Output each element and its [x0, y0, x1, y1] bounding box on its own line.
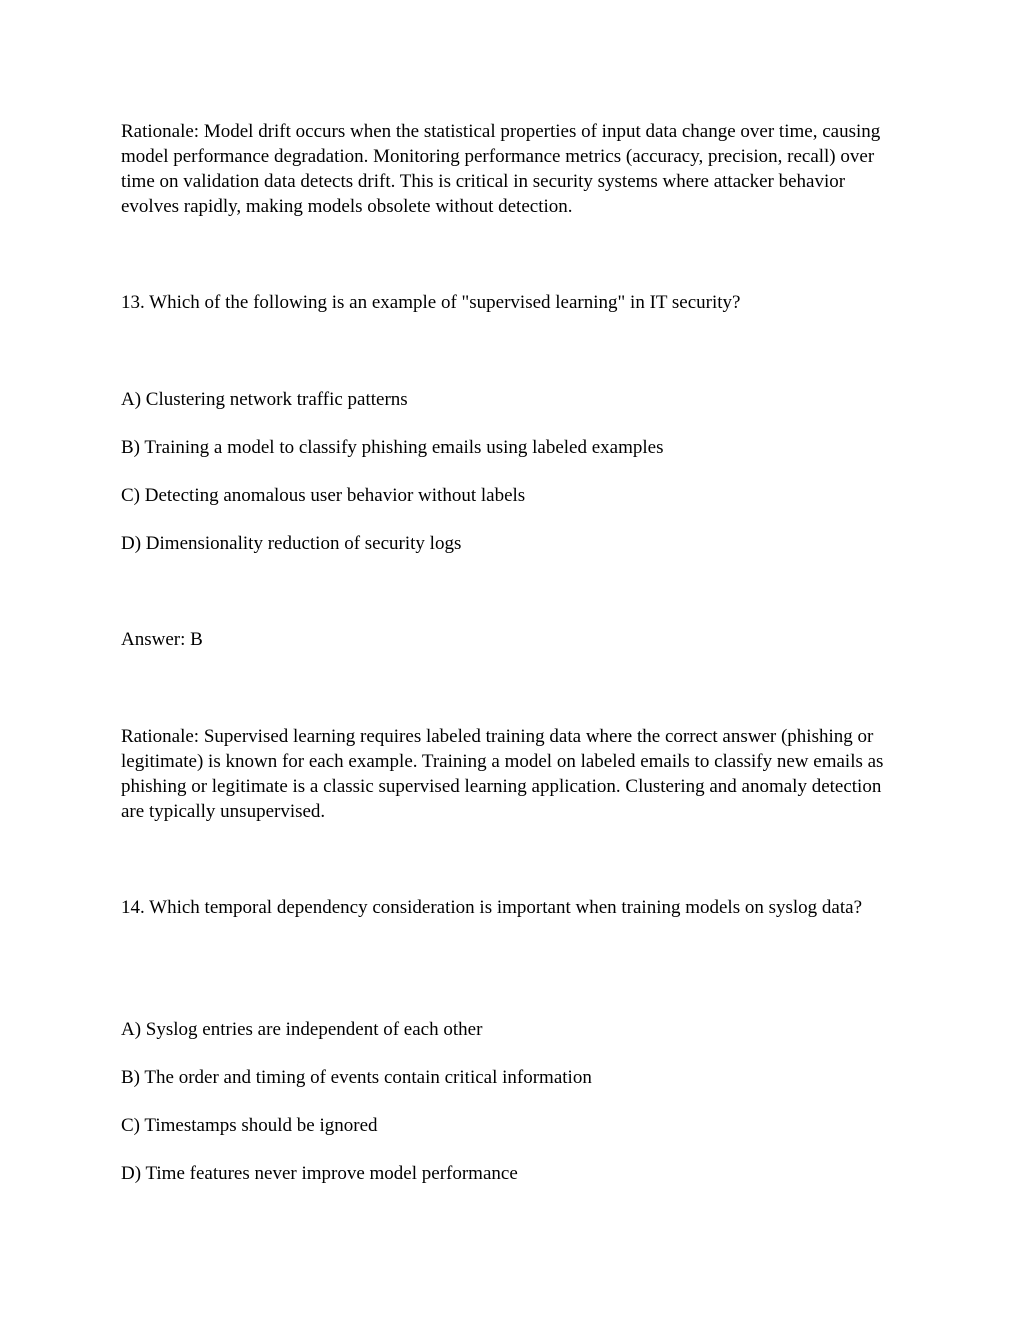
answer-option-c: C) Detecting anomalous user behavior without labels: [121, 485, 526, 506]
answer-option-b: B) Training a model to classify phishing emails using labeled examples: [121, 437, 664, 458]
question-prompt: 13. Which of the following is an example of "supervised learning" in IT security?: [121, 292, 741, 313]
answer-option-d: D) Time features never improve model performance: [121, 1163, 518, 1184]
answer-option-b: B) The order and timing of events contain critical information: [121, 1067, 592, 1088]
rationale-paragraph: Rationale: Model drift occurs when the statistical properties of input data change over time, causing model performance degradation. Monitoring performance metrics (accuracy, precision, recall) over time on validation data detects drift. This is critical in security systems where attacker behavior evolves rapidly, making models obsolete without detection.: [121, 121, 881, 217]
question-prompt: 14. Which temporal dependency consideration is important when training models on syslog data?: [121, 897, 862, 918]
answer-option-a: A) Syslog entries are independent of each other: [121, 1019, 483, 1040]
rationale-paragraph: Rationale: Supervised learning requires labeled training data where the correct answer (phishing or legitimate) is known for each example. Training a model on labeled emails to classify new emails as phishing or legitimate is a classic supervised learning application. Clustering and anomaly detection are typically unsupervised.: [121, 726, 884, 822]
answer-option-a: A) Clustering network traffic patterns: [121, 389, 408, 410]
answer-key: Answer: B: [121, 629, 203, 650]
answer-option-d: D) Dimensionality reduction of security logs: [121, 533, 462, 554]
answer-option-c: C) Timestamps should be ignored: [121, 1115, 378, 1136]
